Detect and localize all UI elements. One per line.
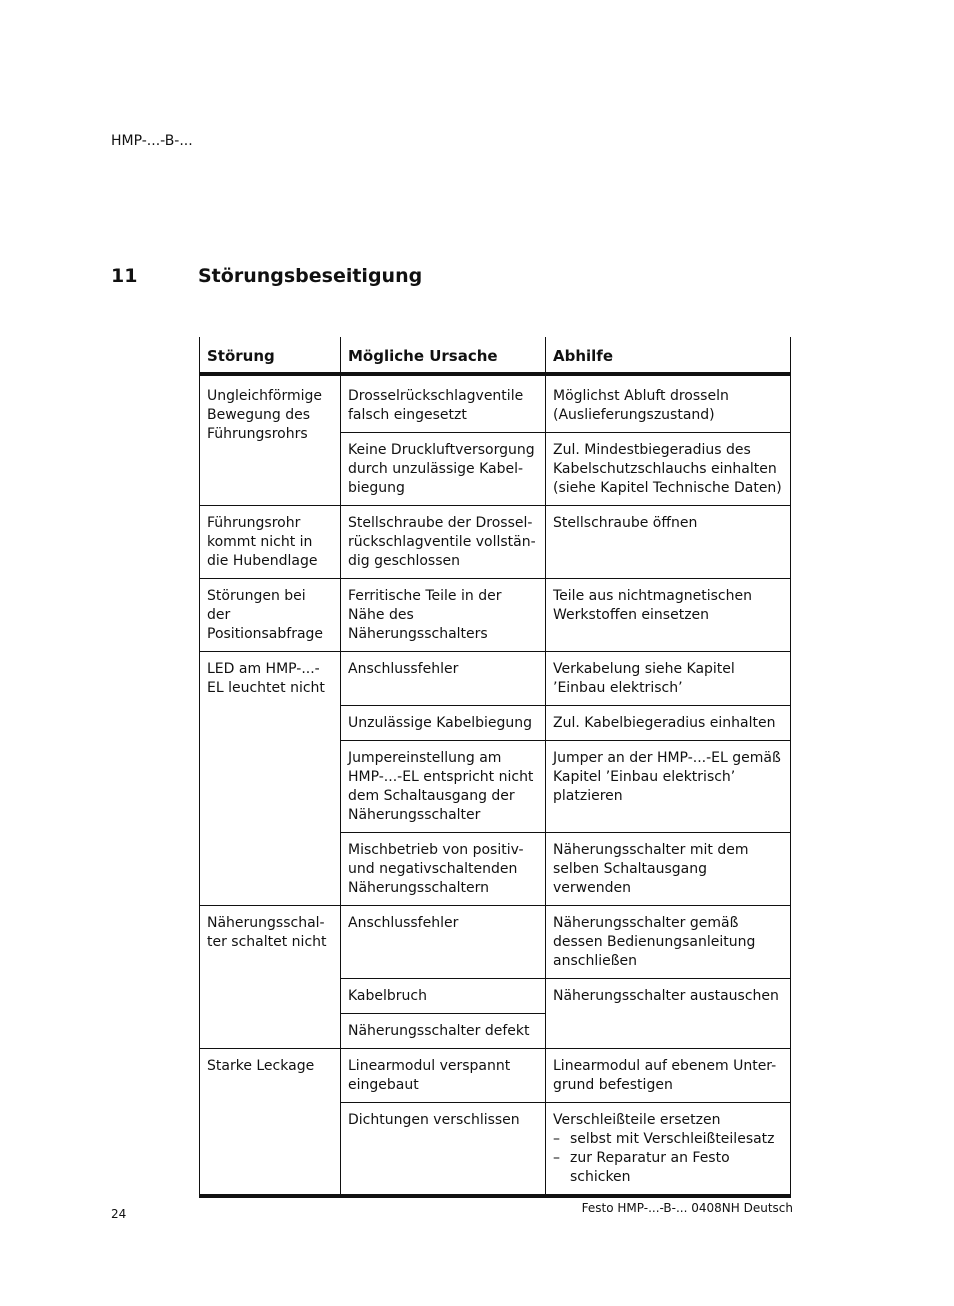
cause-cell: Kabelbruch [341,979,546,1014]
remedy-cell: Näherungsschalter gemäß dessen Bedienungsanleitung anschließen [546,906,791,979]
cause-cell: Mischbetrieb von positiv- und negativschaltenden Näherungsschaltern [341,833,546,906]
table-row [200,506,791,579]
fault-cell: Näherungsschal-ter schaltet nicht [200,906,341,1049]
remedy-cell: Zul. Kabelbiegeradius einhalten [546,706,791,741]
fault-cell: Führungsrohr kommt nicht in die Hubendlage [200,506,341,579]
cause-cell: Näherungsschalter defekt [341,1014,546,1049]
cause-cell: Dichtungen verschlissen [341,1103,546,1197]
table-row [200,1049,791,1103]
running-header: HMP-...-B-... [111,133,193,149]
footer-document-info: Festo HMP-...-B-... 0408NH Deutsch [581,1201,793,1215]
remedy-cell: Verkabelung siehe Kapitel ’Einbau elektrisch’ [546,652,791,706]
column-header-fault: Störung [200,337,341,374]
cause-cell: Jumpereinstellung am HMP-...-EL entspricht nicht dem Schaltausgang der Näherungsschalter [341,741,546,833]
table-row [200,374,791,433]
fault-cell: Starke Leckage [200,1049,341,1197]
cause-cell: Keine Druckluftversorgung durch unzulässige Kabel-biegung [341,433,546,506]
table-row [200,906,791,979]
remedy-cell: Näherungsschalter mit dem selben Schaltausgang verwenden [546,833,791,906]
cause-cell: Unzulässige Kabelbiegung [341,706,546,741]
section-title: Störungsbeseitigung [198,265,423,287]
remedy-intro: Verschleißteile ersetzen [553,1112,721,1128]
remedy-cell: Stellschraube öffnen [546,506,791,579]
cause-cell: Anschlussfehler [341,906,546,979]
column-header-cause: Mögliche Ursache [341,337,546,374]
remedy-cell: Teile aus nichtmagnetischen Werkstoffen einsetzen [546,579,791,652]
section-number: 11 [111,265,138,287]
list-item: – selbst mit Verschleißteilesatz [553,1130,783,1149]
remedy-cell: Möglichst Abluft drosseln (Auslieferungszustand) [546,374,791,433]
list-item: – zur Reparatur an Festo schicken [553,1149,783,1187]
table-row [200,579,791,652]
column-header-remedy: Abhilfe [546,337,791,374]
cause-cell: Anschlussfehler [341,652,546,706]
table-row [200,652,791,706]
remedy-cell [546,1103,791,1197]
remedy-cell: Zul. Mindestbiegeradius des Kabelschutzschlauchs einhalten (siehe Kapitel Technische Daten) [546,433,791,506]
remedy-cell: Jumper an der HMP-...-EL gemäß Kapitel ’Einbau elektrisch’ platzieren [546,741,791,833]
fault-cell: Ungleichförmige Bewegung des Führungsrohrs [200,374,341,506]
troubleshooting-table [199,337,791,1198]
cause-cell: Drosselrückschlagventile falsch eingesetzt [341,374,546,433]
cause-cell: Ferritische Teile in der Nähe des Näherungsschalters [341,579,546,652]
remedy-list [553,1130,783,1187]
cause-cell: Stellschraube der Drossel-rückschlagventile vollstän-dig geschlossen [341,506,546,579]
remedy-cell: Linearmodul auf ebenem Unter-grund befestigen [546,1049,791,1103]
table-header-row [200,337,791,374]
fault-cell: LED am HMP-...-EL leuchtet nicht [200,652,341,906]
fault-cell: Störungen bei der Positionsabfrage [200,579,341,652]
cause-cell: Linearmodul verspannt eingebaut [341,1049,546,1103]
remedy-cell: Näherungsschalter austauschen [546,979,791,1049]
page-number: 24 [111,1207,127,1221]
